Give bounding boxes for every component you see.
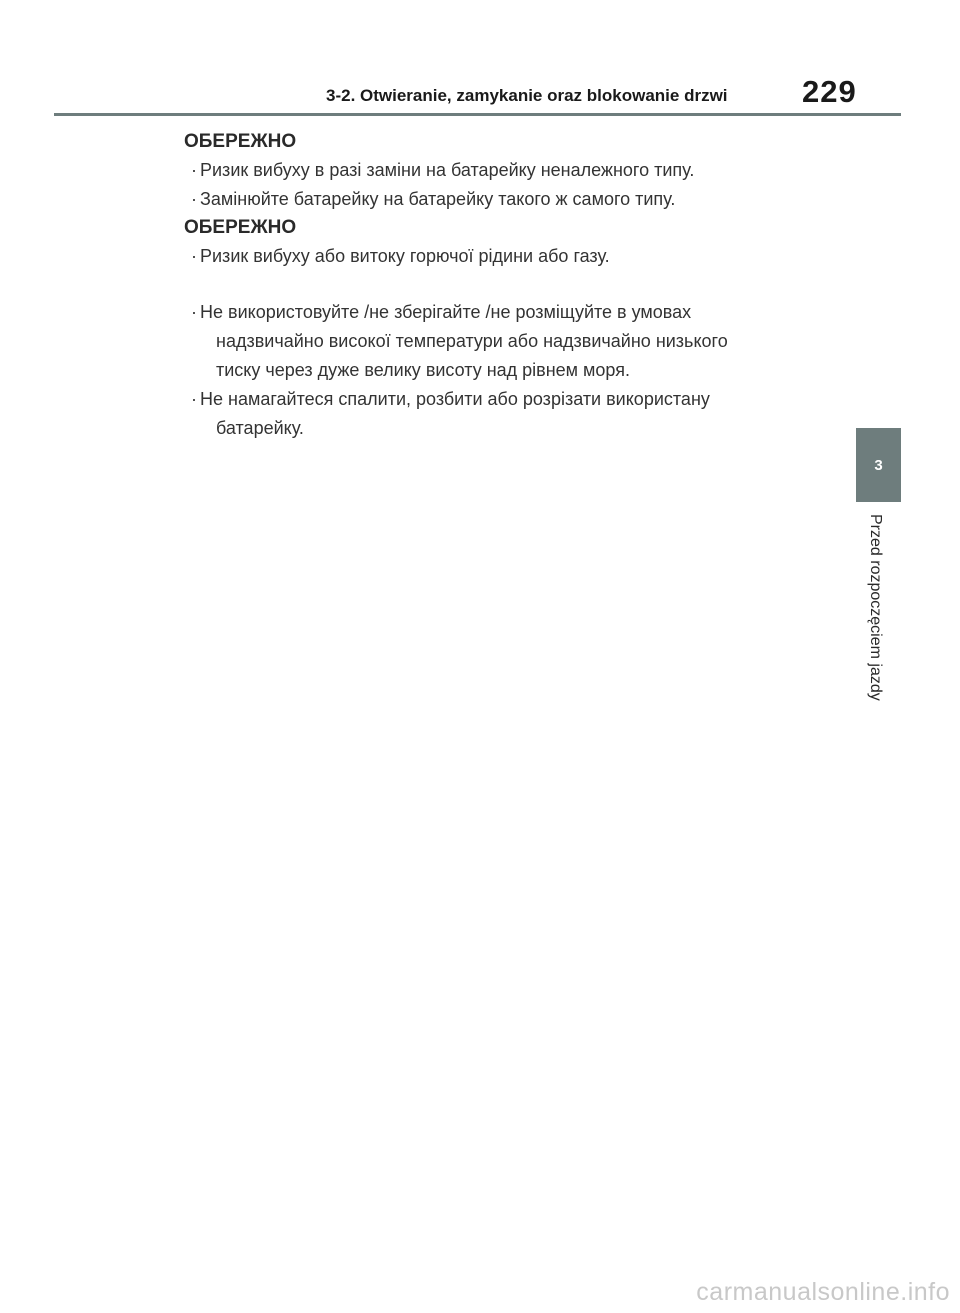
watermark: carmanualsonline.info bbox=[696, 1278, 950, 1306]
item-text: Замінюйте батарейку на батарейку такого ж самого типу. bbox=[200, 189, 676, 209]
section-title: 3-2. Otwieranie, zamykanie oraz blokowanie drzwi bbox=[326, 86, 728, 105]
bullet-dot: · bbox=[191, 302, 197, 322]
page-header bbox=[0, 0, 960, 118]
bullet-dot: · bbox=[191, 189, 197, 209]
bullet-dot: · bbox=[191, 160, 197, 180]
caution-heading: ОБЕРЕЖНО bbox=[184, 131, 297, 152]
page-number: 229 bbox=[802, 74, 857, 109]
item-text-line: надзвичайно високої температури або надзвичайно низького bbox=[216, 331, 728, 351]
bullet-dot: · bbox=[191, 246, 197, 266]
caution-heading: ОБЕРЕЖНО bbox=[184, 217, 297, 238]
list-item bbox=[184, 385, 824, 443]
item-text-line: Не намагайтеся спалити, розбити або розрізати використану bbox=[200, 389, 710, 409]
item-text-line: батарейку. bbox=[216, 418, 304, 438]
chapter-tab bbox=[856, 428, 901, 502]
item-text-line: тиску через дуже велику висоту над рівнем моря. bbox=[216, 360, 630, 380]
list-item bbox=[184, 298, 824, 385]
item-text-line: Не використовуйте /не зберігайте /не розміщуйте в умовах bbox=[200, 302, 692, 322]
item-text: Ризик вибуху або витоку горючої рідини або газу. bbox=[200, 246, 610, 266]
header-divider bbox=[54, 113, 901, 116]
list-item bbox=[184, 156, 824, 185]
chapter-title: Przed rozpoczęciem jazdy bbox=[867, 514, 884, 701]
list-item bbox=[184, 242, 824, 271]
bullet-dot: · bbox=[191, 389, 197, 409]
spacer bbox=[184, 271, 824, 298]
caution-content bbox=[184, 128, 824, 443]
list-item bbox=[184, 185, 824, 214]
chapter-number: 3 bbox=[874, 456, 883, 474]
item-text: Ризик вибуху в разі заміни на батарейку неналежного типу. bbox=[200, 160, 695, 180]
